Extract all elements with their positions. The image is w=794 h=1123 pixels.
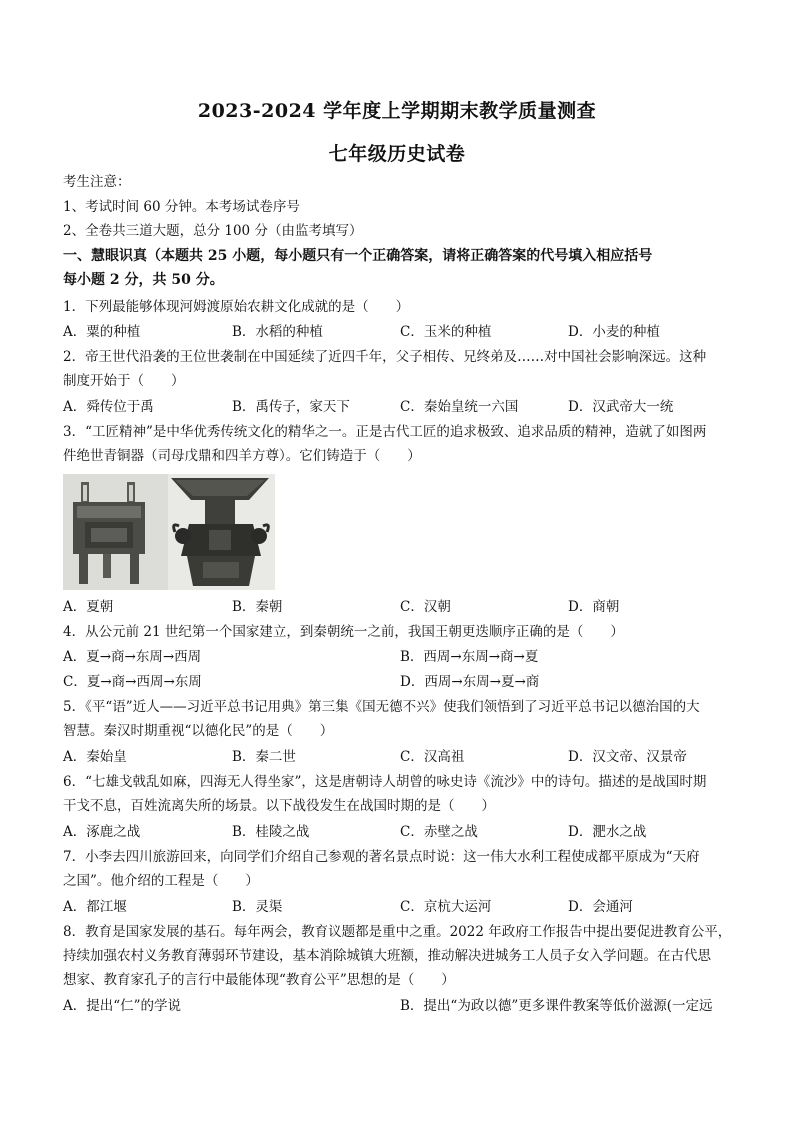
question-3-option-d: D．商朝 [568,599,620,615]
notes-heading: 考生注意： [63,174,131,190]
question-8-option-b: B．提出“为政以德”更多课件教案等低价滋源(一定远 [400,998,713,1014]
question-2-option-c: C．秦始皇统一六国 [400,399,519,415]
question-1-stem: 1．下列最能够体现河姆渡原始农耕文化成就的是（ ） [63,299,410,315]
question-2-option-a: A．舜传位于禹 [63,399,154,415]
question-4-option-b: B．西周→东周→商→夏 [400,649,539,665]
question-5-stem: 5．《平“语”近人——习近平总书记用典》第三集《国无德不兴》使我们领悟到了习近平总书记以德治国的大 [63,699,700,715]
question-7-option-c: C．京杭大运河 [400,899,492,915]
question-6-option-b: B．桂陵之战 [232,824,310,840]
bronze-vessels-photo [63,474,275,590]
question-4-option-c: C．夏→商→西周→东周 [63,674,202,690]
question-2-option-d: D．汉武帝大一统 [568,399,674,415]
question-4-option-d: D．西周→东周→夏→商 [400,674,540,690]
bronze-vessels-illustration [63,474,275,590]
question-4-option-a: A．夏→商→东周→西周 [63,649,202,665]
question-2-option-b: B．禹传子，家天下 [232,399,350,415]
page-title: 2023-2024 学年度上学期期末教学质量测查 [197,100,597,122]
question-7-option-d: D．会通河 [568,899,633,915]
question-6-stem-cont: 干戈不息，百姓流离失所的场景。以下战役发生在战国时期的是（ ） [63,798,495,814]
question-2-stem: 2．帝王世代沿袭的王位世袭制在中国延续了近四千年，父子相传、兄终弟及……对中国社会影响深远。这种 [63,349,707,365]
question-5-option-b: B．秦二世 [232,749,296,765]
question-7-stem: 7．小李去四川旅游回来，向同学们介绍自己参观的著名景点时说：这一伟大水利工程使成都平原成为“天府 [63,849,700,865]
question-7-stem-cont: 之国”。他介绍的工程是（ ） [63,873,259,889]
question-5-option-c: C．汉高祖 [400,749,465,765]
question-8-stem: 8．教育是国家发展的基石。每年两会，教育议题都是重中之重。2022 年政府工作报告中提出要促进教育公平， [63,924,732,940]
question-3-option-b: B．秦朝 [232,599,283,615]
section-heading-cont: 每小题 2 分，共 50 分。 [63,272,224,288]
question-7-option-a: A．都江堰 [63,899,127,915]
question-4-stem: 4．从公元前 21 世纪第一个国家建立，到秦朝统一之前，我国王朝更迭顺序正确的是（ ） [63,624,624,640]
notes-item: 2、全卷共三道大题，总分 100 分（由监考填写） [63,223,363,239]
question-3-stem-cont: 件绝世青铜器（司母戊鼎和四羊方尊）。它们铸造于（ ） [63,448,421,464]
question-1-option-d: D．小麦的种植 [568,324,660,340]
question-8-stem-cont: 想家、教育家孔子的言行中最能体现“教育公平”思想的是（ ） [63,972,455,988]
question-1-option-c: C．玉米的种植 [400,324,492,340]
question-3-stem: 3．“工匠精神”是中华优秀传统文化的精华之一。正是古代工匠的追求极致、追求品质的精神，造就了如图两 [63,424,707,440]
page-subtitle: 七年级历史试卷 [328,143,466,165]
question-7-option-b: B．灵渠 [232,899,283,915]
question-6-option-a: A．涿鹿之战 [63,824,141,840]
question-1-option-a: A．粟的种植 [63,324,141,340]
section-heading: 一、慧眼识真（本题共 25 小题，每小题只有一个正确答案，请将正确答案的代号填入相应括号 [63,248,653,264]
question-5-option-a: A．秦始皇 [63,749,127,765]
question-6-option-d: D．淝水之战 [568,824,647,840]
question-8-stem-cont: 持续加强农村义务教育薄弱环节建设，基本消除城镇大班额，推动解决进城务工人员子女入学问题。在古代思 [63,948,711,964]
question-3-option-a: A．夏朝 [63,599,114,615]
question-6-stem: 6．“七雄戈戟乱如麻，四海无人得坐家”，这是唐朝诗人胡曾的咏史诗《流沙》中的诗句。描述的是战国时期 [63,774,707,790]
question-6-option-c: C．赤壁之战 [400,824,478,840]
notes-item: 1、考试时间 60 分钟。本考场试卷序号 [63,199,300,215]
question-8-option-a: A．提出“仁”的学说 [63,998,182,1014]
question-1-option-b: B．水稻的种植 [232,324,323,340]
question-5-option-d: D．汉文帝、汉景帝 [568,749,687,765]
question-2-stem-cont: 制度开始于（ ） [63,373,185,389]
question-5-stem-cont: 智慧。秦汉时期重视“以德化民”的是（ ） [63,723,334,739]
question-3-option-c: C．汉朝 [400,599,451,615]
